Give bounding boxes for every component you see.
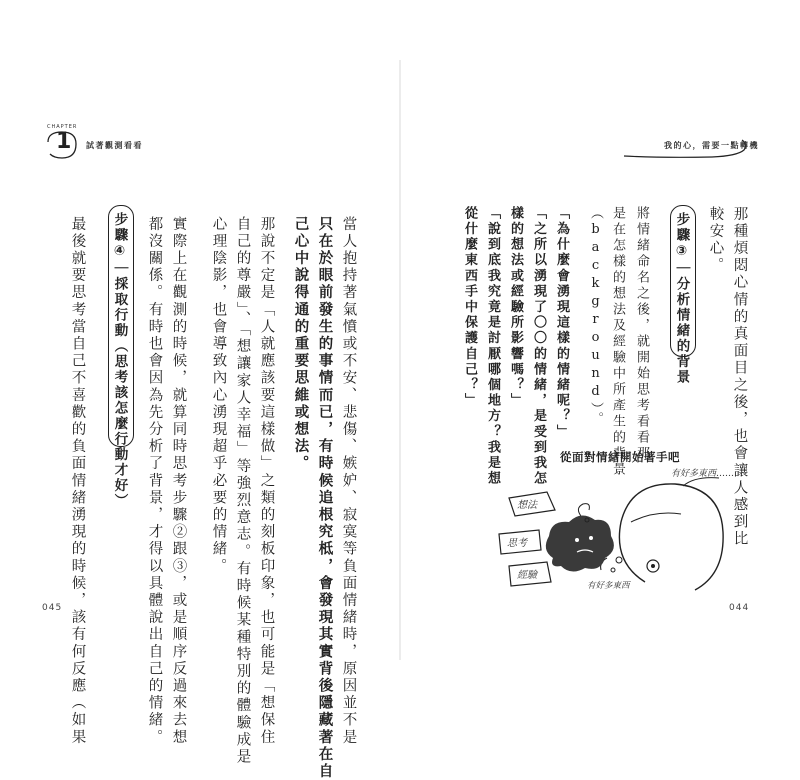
left-col-7: 實際上在觀測的時候，就算同時思考步驟②跟③，或是順序反過來去想 (170, 216, 187, 747)
emotion-cloud-icon (546, 504, 622, 572)
right-col-7: 「之所以湧現了〇〇的情緒，是受到我怎 (531, 206, 546, 487)
illustration-title: 從面對情緒開始著手吧 (560, 450, 680, 464)
page-number-left: 045 (42, 603, 63, 613)
svg-text:想法: 想法 (517, 500, 537, 511)
right-col-9: 「說到底我究竟是討厭哪個地方？我是想 (485, 206, 500, 487)
illustration (495, 462, 795, 602)
svg-text:思考: 思考 (507, 538, 527, 549)
left-col-5: 自己的尊嚴」、「想讓家人幸福」等強烈意志。有時候某種特別的體驗成是 (234, 216, 251, 766)
tag-experience-icon (509, 562, 551, 586)
person-head-icon (601, 484, 724, 590)
gutter (399, 60, 401, 660)
left-col-1: 當人抱持著氣憤或不安、悲傷、嫉妒、寂寞等負面情緒時，原因並不是 (340, 216, 357, 747)
running-head-right: 我的心，需要一點轉機 (664, 141, 759, 150)
right-col-1: 那種煩悶心情的真面目之後，也會讓人感到比 (731, 206, 748, 548)
right-col-2: 較安心。 (707, 206, 724, 275)
chapter-number: 1 (56, 129, 72, 154)
right-col-8: 樣的想法或經驗所影響嗎？」 (508, 206, 523, 409)
right-col-4: 是在怎樣的想法及經驗中所產生的背景 (610, 206, 625, 478)
tag-thinking-icon (509, 492, 555, 516)
left-col-9: 最後就要思考當自己不喜歡的負面情緒湧現的時候，該有何反應（如果 (69, 216, 86, 747)
step3-heading: 步驟③｜分析情緒的背景 (673, 212, 690, 385)
cloud-label: 有好多東西 (587, 581, 630, 591)
left-col-2: 只在於眼前發生的事情而已，有時候追根究柢，會發現其實背後隱藏著在自 (316, 216, 333, 780)
tag-idea-icon (499, 530, 541, 554)
svg-text:經驗: 經驗 (517, 570, 537, 581)
speech-text: 有好多東西…… (671, 469, 735, 479)
page-number-right: 044 (729, 603, 750, 613)
left-col-6: 心理陰影，也會導致內心湧現超乎必要的情緒。 (210, 216, 227, 576)
right-col-6: 「為什麼會湧現這樣的情緒呢？」 (554, 206, 569, 440)
right-col-5: （background）。 (588, 206, 603, 428)
right-col-3: 將情緒命名之後，就開始思考看看那 (634, 206, 649, 462)
left-col-8: 都沒關係。有時也會因為先分析了背景，才得以具體說出自己的情緒。 (146, 216, 163, 747)
left-col-4: 那說不定是「人就應該要這樣做」之類的刻板印象，也可能是「想保住 (258, 216, 275, 747)
left-col-3: 己心中說得通的重要思維或想法。 (292, 216, 309, 473)
chapter-label: CHAPTER (47, 124, 78, 130)
running-head-left: 試著觀測看看 (86, 141, 143, 150)
step4-heading: 步驟④｜採取行動（思考該怎麼行動才好） (111, 212, 128, 509)
right-col-10: 從什麼東西手中保護自己？」 (462, 206, 477, 409)
